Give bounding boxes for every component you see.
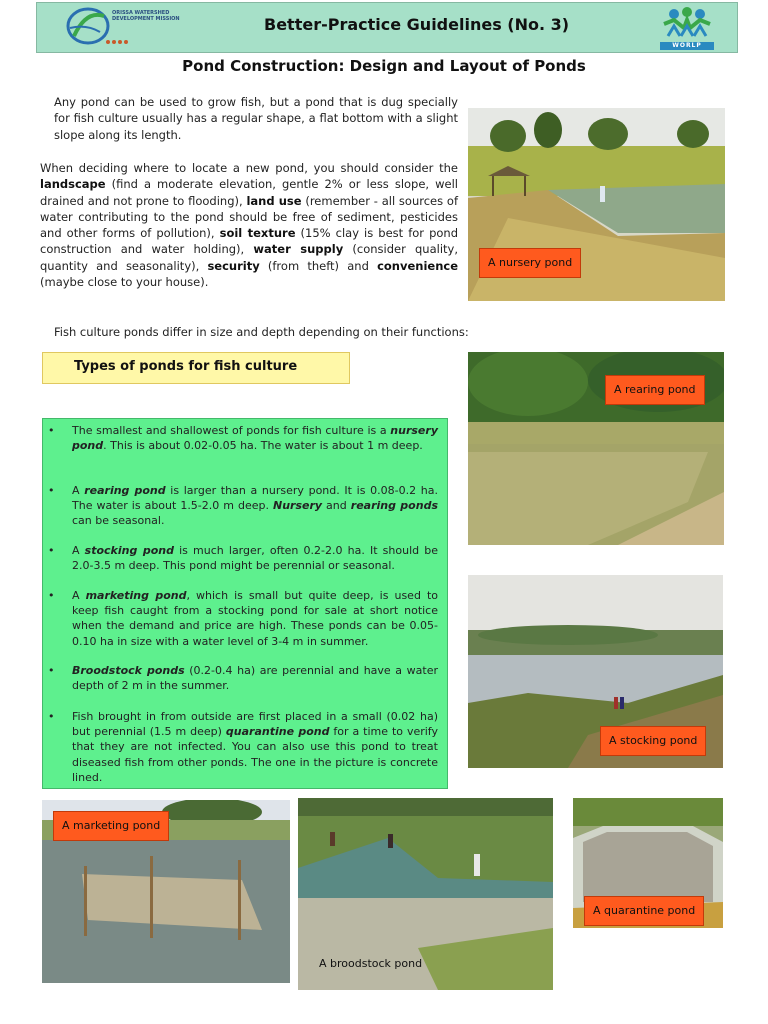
text-run: for a time to verify that they are not infected. You can also use this pond to treat diseased fish from other ponds. The one in the picture is concrete lined. xyxy=(72,725,439,784)
text-run: (find a moderate elevation, gentle 2% or less slope, well drained and not prone to flooding), xyxy=(40,177,458,208)
keyword-land-use: land use xyxy=(246,193,302,208)
text-run: (remember - all sources of water contributing to the pond should be free of sediment, pesticides and other forms of pollution), xyxy=(40,193,458,241)
stocking-pond-label: A stocking pond xyxy=(600,726,706,756)
text-run: A xyxy=(72,544,85,557)
text-run: The smallest and shallowest of ponds for fish culture is a xyxy=(72,424,391,437)
term-broodstock-ponds: Broodstock ponds xyxy=(72,664,185,677)
term-nursery-pond: nursery pond xyxy=(72,424,438,453)
text-run: Fish brought in from outside are first placed in a small (0.02 ha) but perennial (1.5 m deep) xyxy=(72,710,438,739)
marketing-pond-label: A marketing pond xyxy=(53,811,169,841)
text-run: and xyxy=(322,499,351,513)
text-run: (15% clay is best for pond construction and water holding), xyxy=(40,226,459,257)
text-run: When deciding where to locate a new pond, you should consider the xyxy=(40,161,458,175)
text-run: is much larger, often 0.2-2.0 ha. It should be 2.0-3.5 m deep. This pond might be perennial or seasonal. xyxy=(72,544,438,573)
text-run: A xyxy=(72,589,86,602)
text-run: (consider quality, quantity and seasonality), xyxy=(40,242,458,273)
bullet-symbol: • xyxy=(48,484,55,497)
keyword-convenience: convenience xyxy=(377,258,458,273)
intro-paragraph-2 xyxy=(40,160,458,290)
term-marketing-pond: marketing pond xyxy=(85,589,187,602)
owdm-logo-text: ORISSA WATERSHED DEVELOPMENT MISSION xyxy=(112,10,180,22)
header-title: Better-Practice Guidelines (No. 3) xyxy=(264,15,570,34)
intro-paragraph-3: Fish culture ponds differ in size and depth depending on their functions: xyxy=(54,325,469,339)
keyword-water-supply: water supply xyxy=(253,242,344,257)
text-run: (from theft) and xyxy=(259,258,378,273)
rearing-pond-label: A rearing pond xyxy=(605,375,705,405)
bullet-symbol: • xyxy=(48,710,55,723)
keyword-landscape: landscape xyxy=(40,177,106,192)
broodstock-pond-label: A broodstock pond xyxy=(319,957,423,970)
text-run: . This is about 0.02-0.05 ha. The water is about 1 m deep. xyxy=(103,439,423,453)
term-quarantine-pond: quarantine pond xyxy=(225,725,330,739)
keyword-security: security xyxy=(207,258,260,273)
worlp-logo-text: WORLP xyxy=(660,42,714,50)
term-rearing-pond: rearing pond xyxy=(84,484,166,497)
page-title: Pond Construction: Design and Layout of Ponds xyxy=(182,57,586,75)
bullet-symbol: • xyxy=(48,424,55,437)
term-rearing-ponds: rearing ponds xyxy=(350,499,438,513)
intro-paragraph-1: Any pond can be used to grow fish, but a pond that is dug specially for fish culture usually has a regular shape, a flat bottom with a slight slope along its length. xyxy=(54,95,458,142)
owdm-logo xyxy=(60,6,180,50)
text-run: (0.2-0.4 ha) are perennial and have a water depth of 2 m in the summer. xyxy=(72,664,439,693)
term-nursery: Nursery xyxy=(272,499,323,513)
bullet-symbol: • xyxy=(48,589,55,602)
text-run: , which is small but quite deep, is used to keep fish caught from a stocking pond for sale at short notice when the demand and price are high. These ponds can be 0.05-0.10 ha in size with a water level of 3-4 m in summer. xyxy=(72,589,439,648)
bullet-symbol: • xyxy=(48,664,55,677)
term-stocking-pond: stocking pond xyxy=(84,544,174,557)
nursery-pond-label: A nursery pond xyxy=(479,248,581,278)
quarantine-pond-label: A quarantine pond xyxy=(584,896,704,926)
types-heading: Types of ponds for fish culture xyxy=(74,359,298,374)
text-run: can be seasonal. xyxy=(72,514,165,528)
keyword-soil-texture: soil texture xyxy=(219,226,296,241)
text-run: (maybe close to your house). xyxy=(40,275,209,290)
text-run: is larger than a nursery pond. It is 0.08-0.2 ha. The water is about 1.5-2.0 m deep. xyxy=(72,484,438,513)
bullet-symbol: • xyxy=(48,544,55,557)
worlp-logo xyxy=(660,6,714,50)
text-run: A xyxy=(72,484,85,497)
